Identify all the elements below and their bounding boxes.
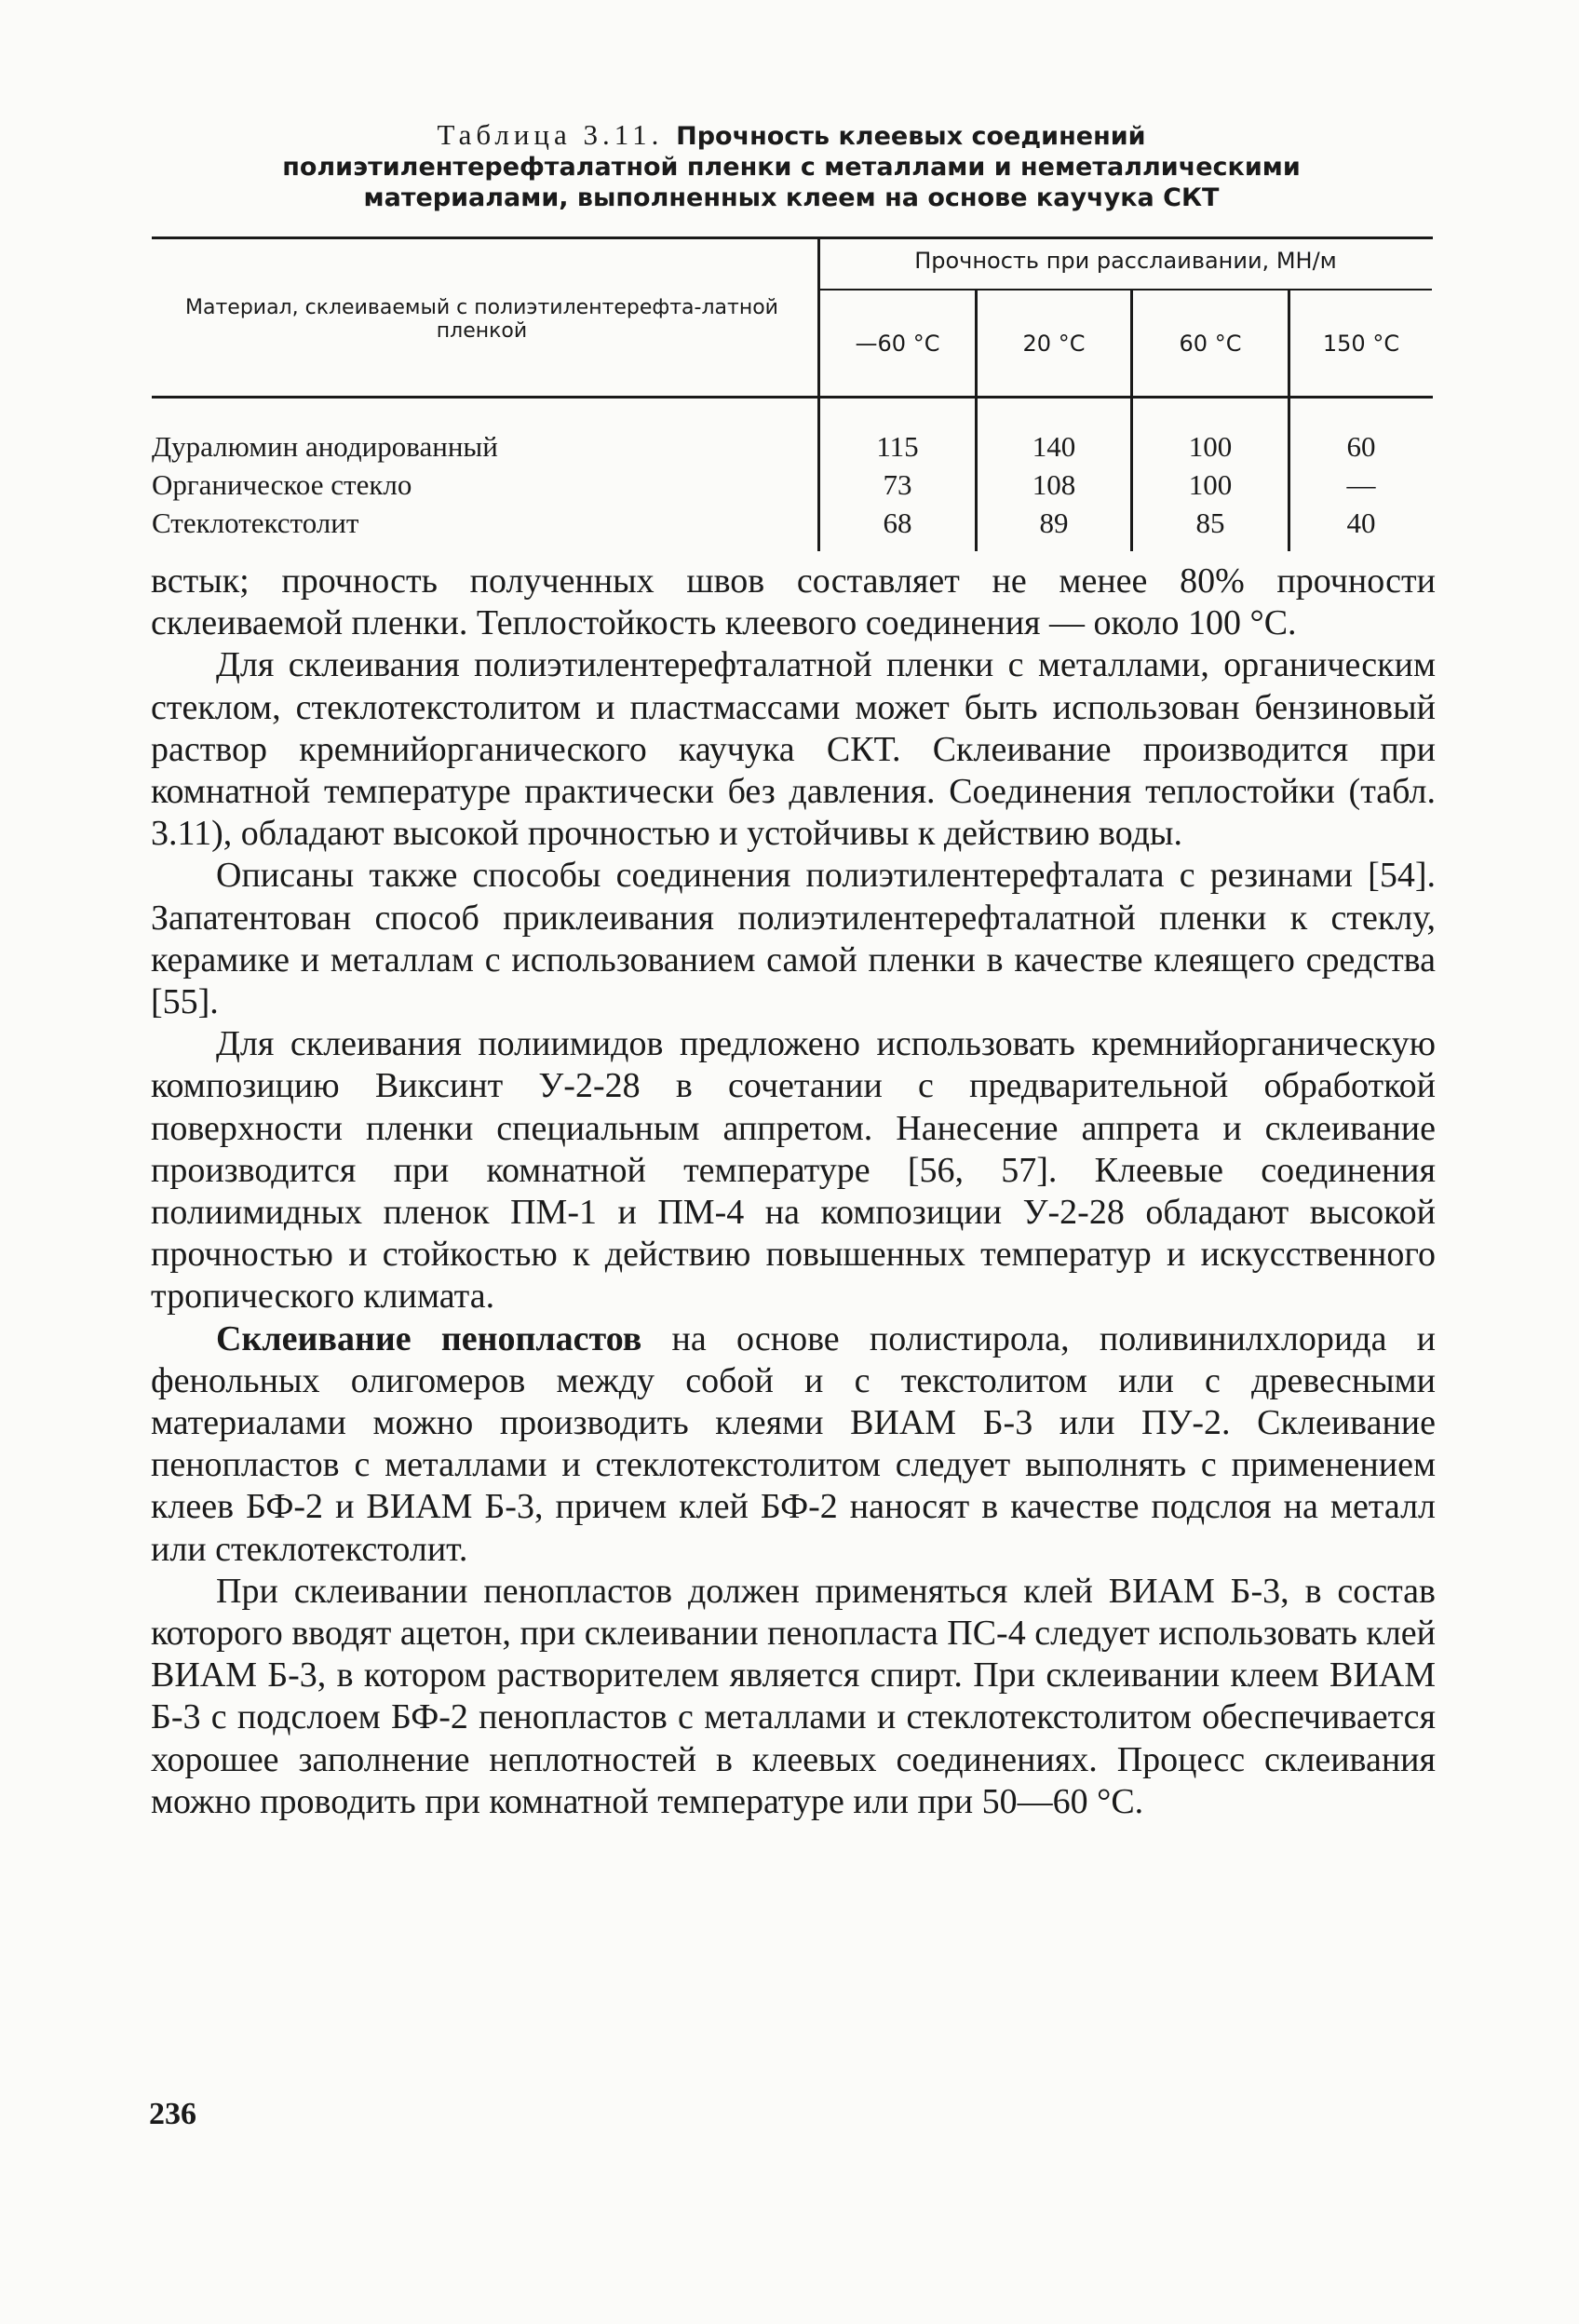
table-cell: 40	[1346, 507, 1376, 539]
table-cell: 140	[1032, 430, 1076, 463]
table-caption-label: Таблица 3.11.	[437, 118, 664, 151]
table-caption	[149, 119, 1434, 213]
paragraph-bold-lead: Склеивание пенопластов	[216, 1318, 642, 1358]
table-cell: 89	[1039, 507, 1069, 539]
table-header-temp-3: 60 °С	[1179, 331, 1242, 357]
paragraph-text: Описаны также способы соединения полиэтилентерефталата с резинами [54]. Запатентован способ приклеивания полиэтилентерефталатной пленки к стеклу, керамике и металлам с использованием самой пленки в качестве клеящего средства [55].	[151, 856, 1436, 1022]
table-row-3-material: Стеклотекстолит	[152, 507, 359, 539]
paragraph-text: встык; прочность полученных швов составляет не менее 80% прочности склеиваемой пленки. Теплостойкость клеевого соединения — около 100 °С.	[151, 561, 1436, 643]
table-cell: 60	[1346, 430, 1376, 463]
table-cell: 115	[876, 430, 919, 463]
table-caption-line-2: полиэтилентерефталатной пленки с металлами и неметаллическими	[282, 153, 1301, 182]
table-header-temp-1: —60 °С	[855, 331, 940, 357]
table-caption-line-3: материалами, выполненных клеем на основе каучука СКТ	[363, 183, 1220, 212]
table-header-temp-4: 150 °С	[1322, 331, 1400, 357]
table-top-rule	[152, 236, 1433, 239]
table-cell: 73	[883, 468, 912, 501]
table-cell: 100	[1188, 430, 1233, 463]
paragraph	[151, 1023, 1436, 1317]
paragraph-text: При склеивании пенопластов должен применяться клей ВИАМ Б-3, в состав которого вводят ацетон, при склеивании пенопласта ПС-4 следует использовать клей ВИАМ Б-3, в котором растворителем является спирт. При склеивании клеем ВИАМ Б-3 с подслоем БФ-2 пенопластов с металлами и стеклотекстолитом обеспечивается хорошее заполнение неплотностей в клеевых соединениях. Процесс склеивания можно проводить при комнатной температуре или при 50—60 °С.	[151, 1571, 1436, 1821]
paragraph	[151, 1571, 1436, 1823]
paragraph	[151, 644, 1436, 855]
paragraph-text: на основе полистирола, поливинилхлорида и фенольных олигомеров между собой и с текстолитом или с древесными материалами можно производить клеями ВИАМ Б-3 или ПУ-2. Склеивание пенопластов с металлами и стеклотекстолитом следует выполнять с применением клеев БФ-2 и ВИАМ Б-3, причем клей БФ-2 наносят в качестве подслоя на металл или стеклотекстолит.	[151, 1318, 1436, 1569]
paragraph	[151, 561, 1436, 644]
paragraph-text: Для склеивания полиимидов предложено использовать кремнийорганическую композицию Виксинт У-2-28 в сочетании с предварительной обработкой поверхности пленки специальным аппретом. Нанесение аппрета и склеивание производится при комнатной температуре [56, 57]. Клеевые соединения полиимидных пленок ПМ-1 и ПМ-4 на композиции У-2-28 обладают высокой прочностью и стойкостью к действию повышенных температур и искусственного тропического климата.	[151, 1024, 1436, 1317]
paragraph-text: Для склеивания полиэтилентерефталатной пленки с металлами, органическим стеклом, стеклотекстолитом и пластмассами может быть использован бензиновый раствор кремнийорганического каучука СКТ. Склеивание производится при комнатной температуре практически без давления. Соединения теплостойки (табл. 3.11), обладают высокой прочностью и устойчивы к действию воды.	[151, 645, 1436, 854]
page-number: 236	[149, 2097, 196, 2131]
table-row-2-material: Органическое стекло	[152, 468, 412, 501]
table-cell: 108	[1032, 468, 1076, 501]
table-row-1-material: Дуралюмин анодированный	[152, 430, 498, 463]
paragraph	[151, 1318, 1436, 1571]
table-cell: 85	[1195, 507, 1225, 539]
table-header-temp-2: 20 °С	[1022, 331, 1086, 357]
table-header-strength: Прочность при расслаивании, МН/м	[914, 248, 1337, 274]
table-header-material: Материал, склеиваемый с полиэтилентерефта-латной пленкой	[185, 296, 778, 343]
paragraph	[151, 855, 1436, 1023]
table-cell: 68	[883, 507, 912, 539]
table-cell: —	[1346, 468, 1376, 501]
body-text	[151, 561, 1436, 1823]
table-header-rule	[152, 396, 1433, 399]
table-cell: 100	[1188, 468, 1233, 501]
table-caption-line-1: Прочность клеевых соединений	[676, 122, 1146, 151]
table-group-rule	[819, 289, 1432, 290]
